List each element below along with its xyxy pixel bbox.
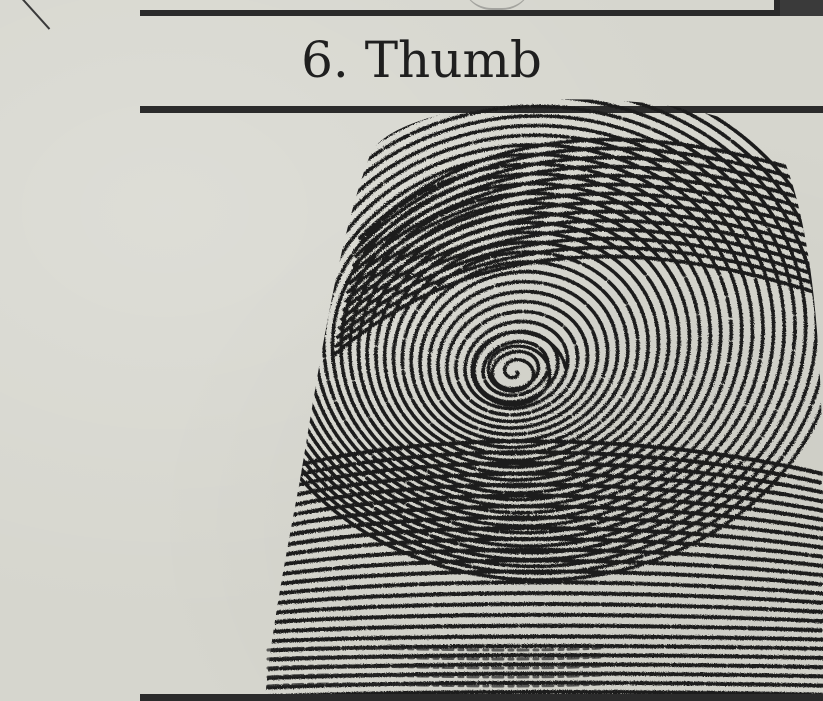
bottom-rule-line xyxy=(140,694,823,701)
finger-label-title: 6. Thumb xyxy=(301,31,542,89)
lower-ridge xyxy=(260,626,823,633)
lower-ridge xyxy=(260,615,823,623)
lower-ridge xyxy=(260,637,823,642)
whorl-ridge-group xyxy=(240,68,823,580)
lower-ridge xyxy=(260,604,823,614)
